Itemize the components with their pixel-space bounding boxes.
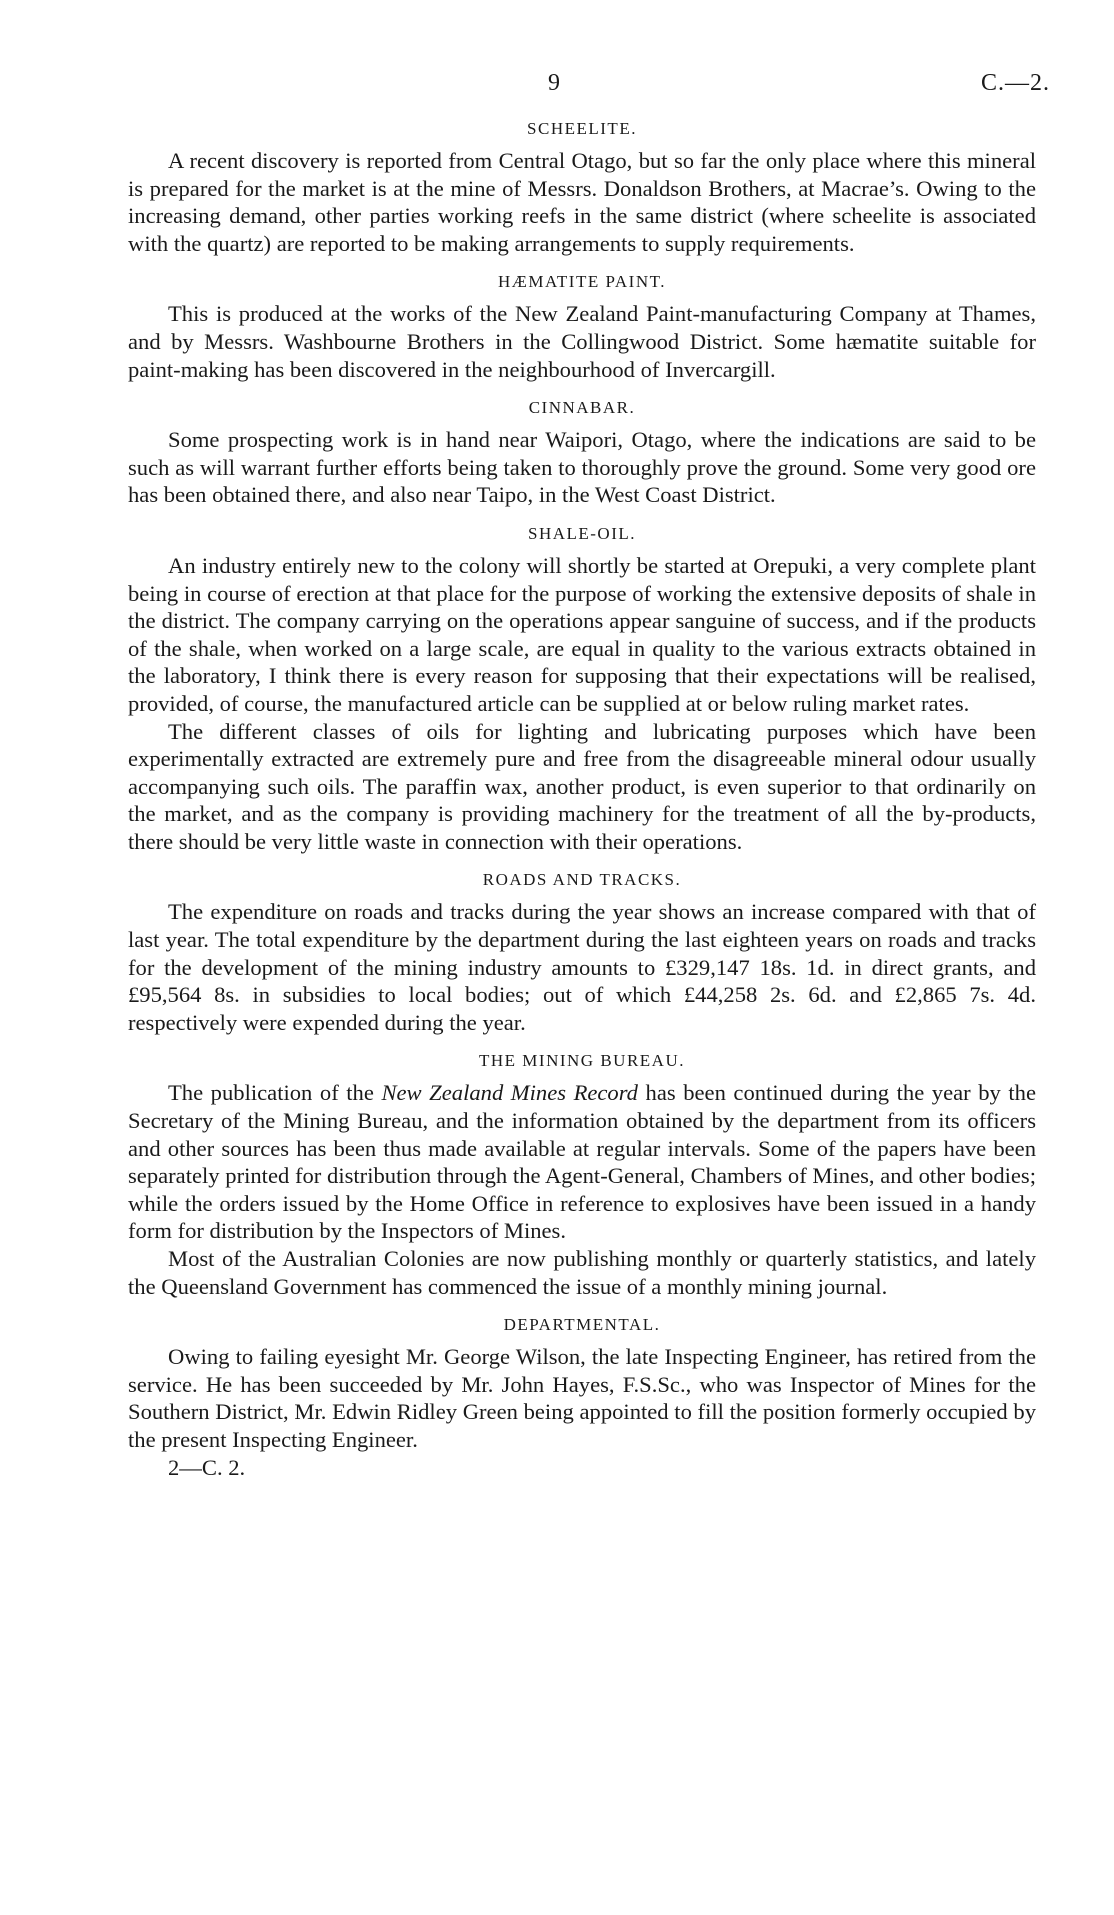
paragraph: This is produced at the works of the New Zealand Paint-manufacturing Company at Thames, and by Messrs. Washbourne Brothers in the Collingwood District. Some hæmatite suitable for paint-making has been discovered in the neighbourhood of Invercargill. bbox=[128, 301, 1036, 382]
section-heading: SCHEELITE. bbox=[527, 119, 637, 138]
page-signature: 2—C. 2. bbox=[168, 1454, 246, 1480]
paragraph bbox=[128, 1079, 1036, 1245]
paragraph: A recent discovery is reported from Central Otago, but so far the only place where this mineral is prepared for the market is at the mine of Messrs. Donaldson Brothers, at Macrae’s. Owing to the increasing demand, other parties working reefs in the same district (where scheelite is associated with the quartz) are reported to be making arrangements to supply requirements. bbox=[128, 148, 1036, 256]
paragraph: Owing to failing eyesight Mr. George Wilson, the late Inspecting Engineer, has retired from the service. He has been succeeded by Mr. John Hayes, F.S.Sc., who was Inspector of Mines for the Southern District, Mr. Edwin Ridley Green being appointed to fill the position formerly occupied by the present Inspecting Engineer. bbox=[128, 1344, 1036, 1452]
section-heading: CINNABAR. bbox=[528, 398, 636, 418]
paragraph: An industry entirely new to the colony will shortly be started at Orepuki, a very complete plant being in course of erection at that place for the purpose of working the extensive deposits of shale in the district. The company carrying on the operations appear sanguine of success, and if the products of the shale, when worked on a large scale, are equal in quality to the various extracts obtained in the laboratory, I think there is every reason for supposing that their expectations will be realised, provided, of course, the manufactured article can be supplied at or below ruling market rates. bbox=[128, 552, 1036, 716]
section-heading: THE MINING BUREAU. bbox=[479, 1051, 685, 1071]
text-run: The publication of the bbox=[168, 1080, 382, 1106]
publication-title: New Zealand Mines Record bbox=[381, 1080, 638, 1106]
section-mining-bureau bbox=[128, 1050, 1036, 1300]
section-roads-and-tracks bbox=[128, 869, 1036, 1036]
paragraph: The different classes of oils for lighting and lubricating purposes which have been experimentally extracted are extremely pure and free from the disagreeable mineral odour usually accompanying such oils. The paraffin wax, another product, is even superior to that ordinarily on the market, and as the company is providing machinery for the treatment of all the by-products, there should be very little waste in connection with their operations. bbox=[128, 718, 1036, 854]
section-haematite-paint bbox=[128, 271, 1036, 383]
page-header bbox=[0, 70, 1114, 100]
text-run: has been continued during the year by the Secretary of the Mining Bureau, and the information obtained by the department from its officers and other sources has been thus made available at regular intervals. Some of the papers have been separately printed for distribution through the Agent-General, Chambers of Mines, and other bodies; while the orders issued by the Home Office in reference to explosives have been issued in a handy form for distribution by the Inspectors of Mines. bbox=[128, 1080, 1036, 1244]
section-heading: ROADS AND TRACKS. bbox=[482, 870, 682, 890]
section-scheelite bbox=[128, 118, 1036, 257]
section-shale-oil bbox=[128, 523, 1036, 856]
section-heading: HÆMATITE PAINT. bbox=[498, 272, 666, 292]
section-heading: SHALE-OIL. bbox=[527, 523, 636, 543]
page-number: 9 bbox=[548, 70, 560, 96]
section-cinnabar bbox=[128, 397, 1036, 509]
paragraph: The expenditure on roads and tracks during the year shows an increase compared with that of last year. The total expenditure by the department during the last eighteen years on roads and tracks for the development of the mining industry amounts to £329,147 18s. 1d. in direct grants, and £95,564 8s. in subsidies to local bodies; out of which £44,258 2s. 6d. and £2,865 7s. 4d. respectively were expended during the year. bbox=[128, 899, 1036, 1035]
report-code: C.—2. bbox=[980, 70, 1050, 96]
paragraph: Some prospecting work is in hand near Waipori, Otago, where the indications are said to be such as will warrant further efforts being taken to thoroughly prove the ground. Some very good ore has been obtained there, and also near Taipo, in the West Coast District. bbox=[128, 427, 1036, 508]
section-departmental bbox=[128, 1314, 1036, 1481]
document-body bbox=[128, 118, 1036, 1495]
section-heading: DEPARTMENTAL. bbox=[503, 1315, 661, 1335]
paragraph: Most of the Australian Colonies are now publishing monthly or quarterly statistics, and lately the Queensland Government has commenced the issue of a monthly mining journal. bbox=[128, 1246, 1036, 1299]
